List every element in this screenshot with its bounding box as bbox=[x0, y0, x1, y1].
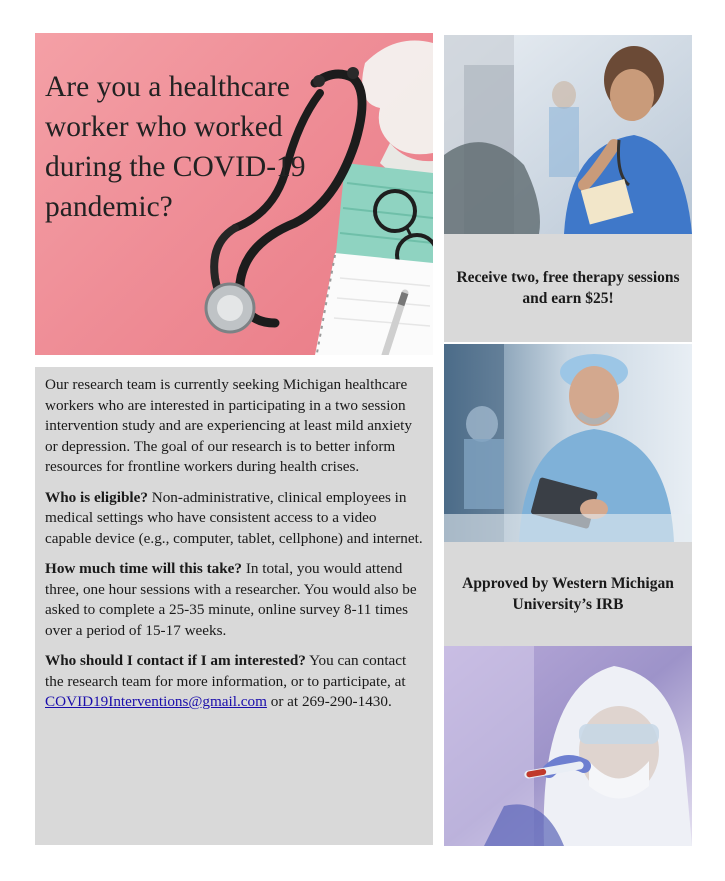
contact-question: Who should I contact if I am interested? bbox=[45, 652, 306, 669]
intro-text: Our research team is currently seeking Michigan healthcare workers who are interested in participating in a two session intervention study and are experiencing at least mild anxiety or depression. The goal of our research is to better inform resources for frontline workers during health crises. bbox=[45, 376, 412, 475]
eligibility-answer: Non-administrative, clinical employees in medical settings who have consistent access to a video capable device (e.g., computer, tablet, cellphone) and internet. bbox=[45, 488, 423, 547]
nurse-photo bbox=[444, 35, 692, 234]
irb-caption bbox=[444, 542, 692, 646]
eligibility-paragraph bbox=[45, 488, 423, 550]
time-question: How much time will this take? bbox=[45, 560, 243, 577]
lab-researcher-photo bbox=[444, 646, 692, 846]
time-answer: In total, you would attend three, one hour sessions with a researcher. You would also be asked to complete a 25-35 minute, online survey 8-11 times over a period of 15-17 weeks. bbox=[45, 560, 417, 639]
time-paragraph bbox=[45, 559, 423, 641]
hero-banner bbox=[35, 33, 433, 355]
intro-paragraph bbox=[45, 375, 423, 478]
incentive-text: Receive two, free therapy sessions and earn $25! bbox=[456, 269, 680, 307]
contact-tail: or at 269-290-1430. bbox=[266, 693, 392, 710]
contact-answer: You can contact the research team for more information, or to participate, at bbox=[45, 652, 407, 690]
irb-text: Approved by Western Michigan University’s IRB bbox=[462, 575, 674, 613]
contact-paragraph bbox=[45, 651, 423, 713]
incentive-caption bbox=[444, 234, 692, 342]
doctor-photo bbox=[444, 344, 692, 542]
hero-title: Are you a healthcare worker who worked during the COVID-19 pandemic? bbox=[45, 71, 306, 223]
email-link[interactable]: COVID19Interventions@gmail.com bbox=[45, 693, 267, 710]
info-panel bbox=[35, 367, 433, 845]
eligibility-question: Who is eligible? bbox=[45, 488, 148, 506]
